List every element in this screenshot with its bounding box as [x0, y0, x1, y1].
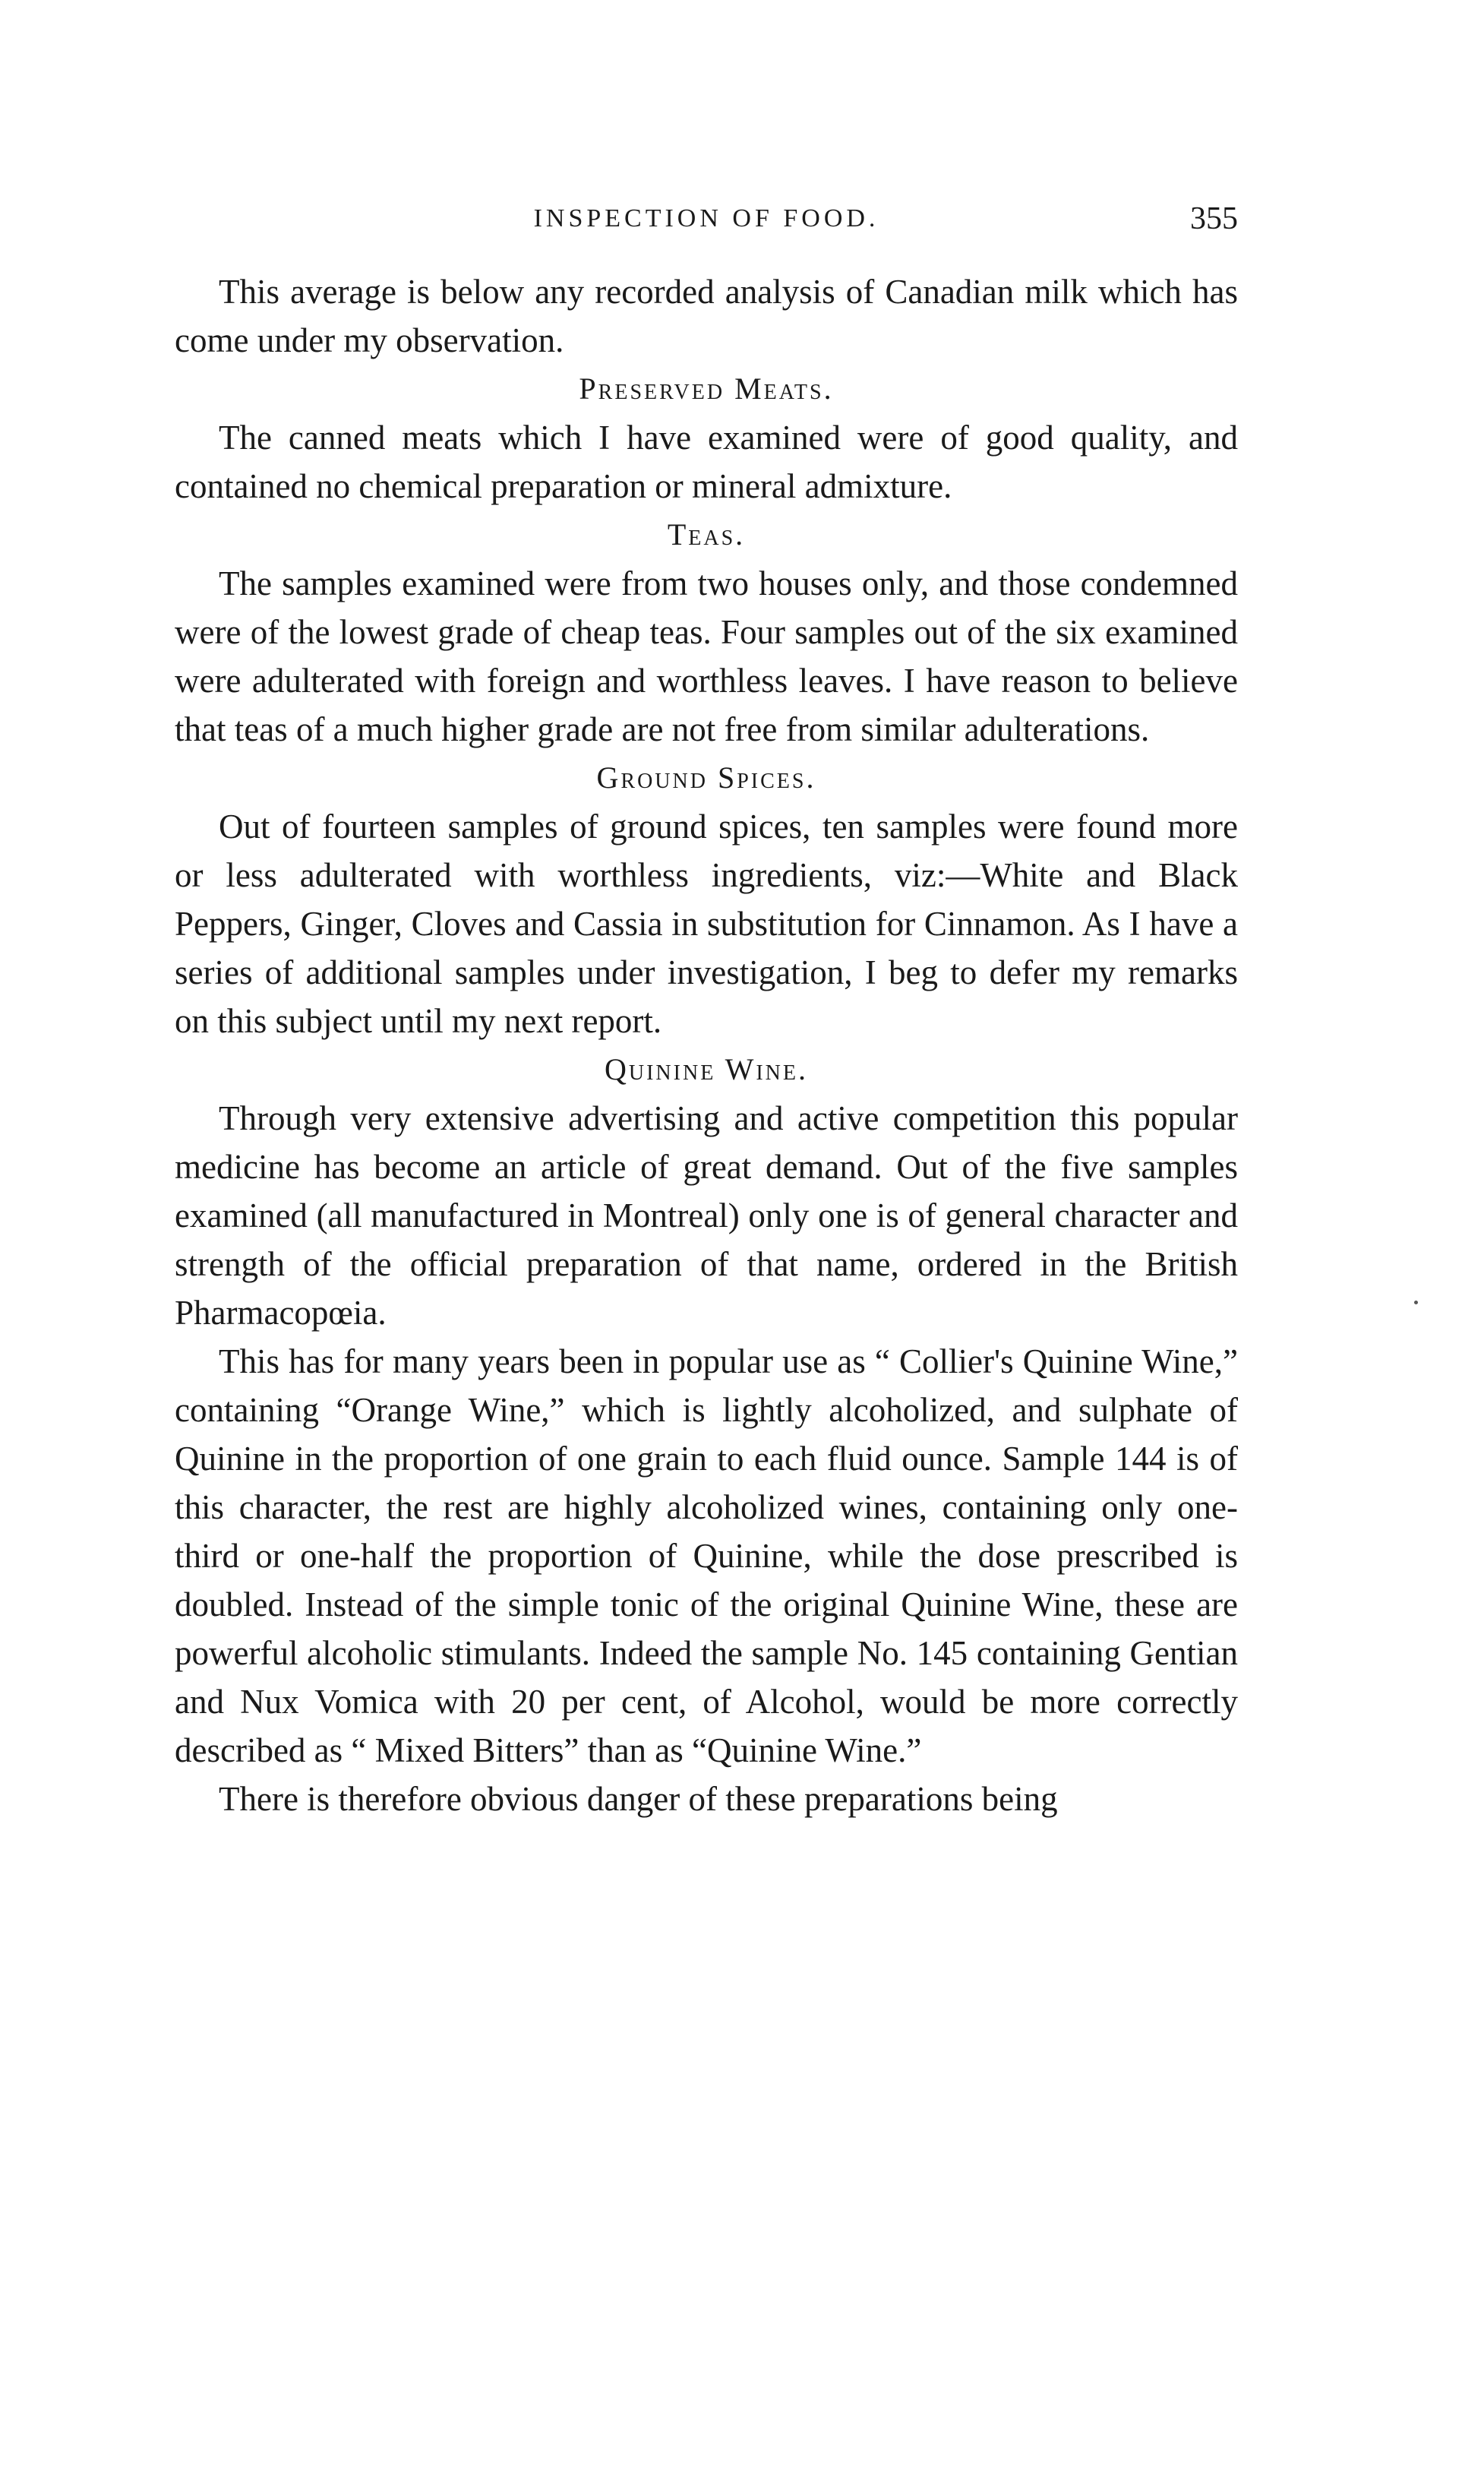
heading-teas: Teas. — [667, 517, 746, 552]
paragraph-danger: There is therefore obvious danger of these preparations being — [219, 1780, 1058, 1818]
paragraph-canned-meats: The canned meats which I have examined were of good quality, and contained no chemical preparation or mineral admixture. — [175, 419, 1238, 505]
paragraph-milk-average: This average is below any recorded analysis of Canadian milk which has come under my observation. — [175, 273, 1238, 359]
heading-quinine-wine: Quinine Wine. — [605, 1052, 808, 1086]
heading-preserved-meats: Preserved Meats. — [579, 371, 834, 406]
text-block — [175, 267, 1238, 1823]
scan-speck — [1414, 1301, 1418, 1304]
paragraph-colliers-wine: This has for many years been in popular use as “ Collier's Quinine Wine,” containing “Orange Wine,” which is lightly alcoholized, and sulphate of Quinine in the proportion of one grain to each fluid ounce. Sample 144 is of this character, the rest are highly alcoholized wines, containing only one-third or one-half the proportion of Quinine, while the dose prescribed is doubled. Instead of the simple tonic of the original Quinine Wine, these are powerful alcoholic stimulants. Indeed the sample No. 145 containing Gentian and Nux Vomica with 20 per cent, of Alcohol, would be more correctly described as “ Mixed Bitters” than as “Quinine Wine.” — [175, 1342, 1238, 1769]
paragraph-teas: The samples examined were from two houses only, and those condemned were of the lowest grade of cheap teas. Four samples out of the six examined were adulterated with foreign and worthless leaves. I have reason to believe that teas of a much higher grade are not free from similar adulterations. — [175, 564, 1238, 748]
heading-ground-spices: Ground Spices. — [596, 760, 816, 795]
page-header — [175, 196, 1238, 242]
paragraph-quinine-demand: Through very extensive advertising and active competition this popular medicine has become an article of great demand. Out of the five samples examined (all manufactured in Montreal) only one is of general character and strength of the official preparation of that name, ordered in the British Pharmacopœia. — [175, 1099, 1238, 1332]
page-number: 355 — [1190, 201, 1238, 236]
running-head: INSPECTION OF FOOD. — [533, 204, 879, 232]
paragraph-ground-spices: Out of fourteen samples of ground spices, ten samples were found more or less adulterated with worthless ingredients, viz:—White and Black Peppers, Ginger, Cloves and Cassia in substitution for Cinnamon. As I have a series of additional samples under investigation, I beg to defer my remarks on this subject until my next report. — [175, 808, 1238, 1040]
